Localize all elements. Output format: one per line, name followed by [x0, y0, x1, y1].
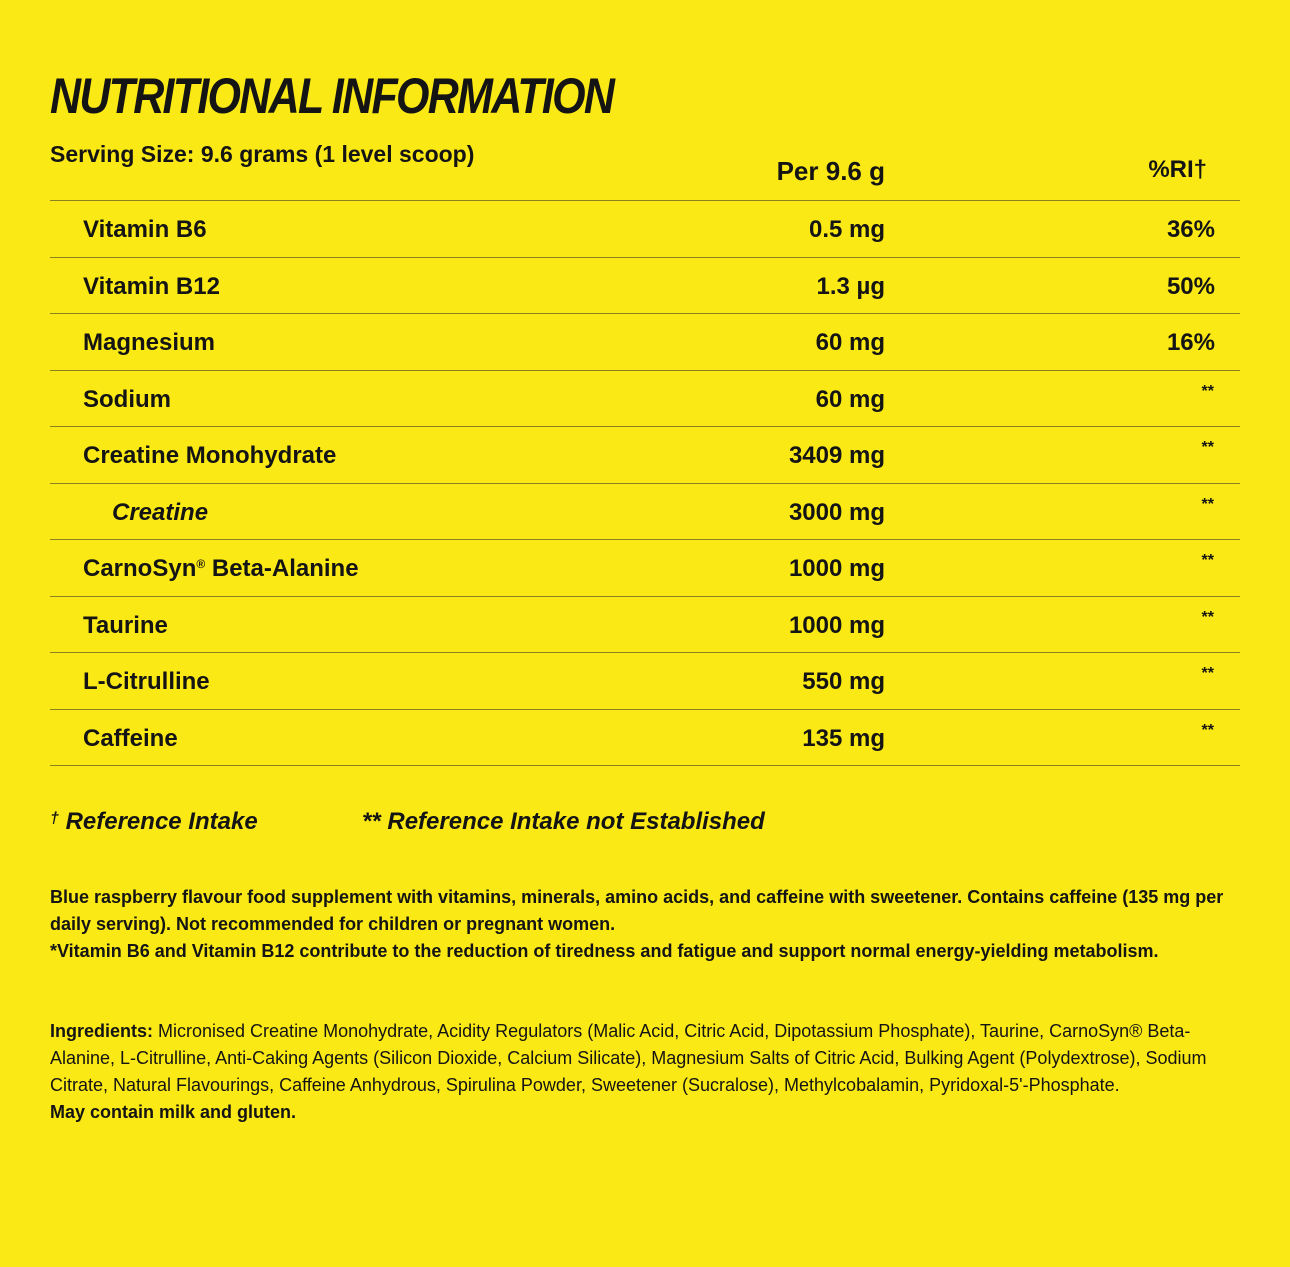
description-line: *Vitamin B6 and Vitamin B12 contribute to the reduction of tiredness and fatigue and support normal energy-yielding metabolism.: [50, 941, 1159, 961]
nutrient-amount: 60 mg: [815, 385, 885, 413]
nutrient-amount: 1000 mg: [788, 555, 885, 582]
legend-reference-intake: [50, 808, 258, 836]
nutrient-amount: 550 mg: [802, 668, 885, 695]
nutrient-ri: 50%: [1166, 272, 1215, 300]
nutrient-amount: 3409 mg: [788, 442, 885, 469]
table-row: [50, 710, 1240, 767]
nutrition-table: [50, 200, 1240, 766]
nutrient-ri: **: [1201, 721, 1214, 739]
allergen-note: May contain milk and gluten.: [50, 1102, 297, 1122]
nutrient-name: Vitamin B12: [83, 272, 220, 300]
legend-not-established: [362, 808, 765, 836]
nutrient-ri: **: [1201, 382, 1214, 400]
ingredients-block: [50, 1018, 1240, 1126]
nutrient-amount: 135 mg: [802, 724, 885, 752]
nutrient-name-text: CarnoSyn: [83, 555, 197, 582]
table-row: [50, 371, 1240, 428]
nutrient-ri: **: [1201, 552, 1214, 569]
nutrient-name: L-Citrulline: [83, 668, 210, 695]
nutrient-ri: 36%: [1166, 216, 1215, 243]
dagger-mark: †: [50, 810, 59, 827]
table-row: [50, 653, 1240, 710]
table-row: [50, 484, 1240, 541]
registered-mark: ®: [196, 557, 206, 571]
nutrient-ri: **: [1201, 608, 1214, 626]
nutrient-amount: 0.5 mg: [808, 216, 885, 243]
stars-mark: **: [362, 808, 381, 835]
ingredients-paragraph: [50, 1018, 1240, 1099]
page-title: NUTRITIONAL INFORMATION: [50, 68, 614, 124]
nutrient-name: Vitamin B6: [83, 216, 207, 243]
nutrient-ri: 16%: [1166, 329, 1215, 356]
ingredients-label: Ingredients:: [50, 1021, 154, 1041]
nutrient-ri: **: [1201, 495, 1214, 513]
column-header-per-serving: Per 9.6 g: [776, 156, 885, 186]
table-row: [50, 201, 1240, 258]
nutrient-ri: **: [1201, 665, 1214, 682]
product-description: [50, 884, 1240, 965]
table-row: [50, 427, 1240, 484]
nutrient-amount: 60 mg: [815, 329, 885, 356]
table-row: [50, 597, 1240, 654]
nutrient-amount: 3000 mg: [788, 498, 885, 526]
table-row: [50, 540, 1240, 597]
legend-text: Reference Intake not Established: [380, 808, 765, 835]
serving-size: Serving Size: 9.6 grams (1 level scoop): [50, 141, 475, 167]
nutrient-name: [83, 555, 359, 583]
table-row: [50, 314, 1240, 371]
nutrient-name: Taurine: [83, 611, 168, 639]
nutrient-amount: 1000 mg: [788, 611, 885, 639]
ingredients-text: Micronised Creatine Monohydrate, Acidity Regulators (Malic Acid, Citric Acid, Dipotassium Phosphate), Taurine, CarnoSyn® Beta-Alanine, L-Citrulline, Anti-Caking Agents (Silicon Dioxide, Calcium Silicate), Magnesium Salts of Citric Acid, Bulking Agent (Polydextrose), Sodium Citrate, Natural Flavourings, Caffeine Anhydrous, Spirulina Powder, Sweetener (Sucralose), Methylcobalamin, Pyridoxal-5'-Phosphate.: [50, 1021, 1207, 1095]
nutrient-name-suffix: Beta-Alanine: [205, 555, 359, 582]
nutrient-name: Creatine Monohydrate: [83, 442, 337, 469]
table-row: [50, 258, 1240, 315]
nutrient-ri: **: [1201, 439, 1214, 456]
description-line: Blue raspberry flavour food supplement with vitamins, minerals, amino acids, and caffeine with sweetener. Contains caffeine (135 mg per daily serving). Not recommended for children or pregnant women.: [50, 887, 1224, 934]
nutrient-name: Magnesium: [83, 329, 216, 356]
nutrient-amount: 1.3 µg: [816, 272, 885, 300]
nutrient-name: Sodium: [83, 385, 171, 413]
nutrient-name: Creatine: [112, 498, 209, 526]
column-header-ri: %RI†: [1148, 156, 1207, 183]
legend-text: Reference Intake: [58, 808, 258, 835]
nutrient-name: Caffeine: [83, 724, 178, 752]
